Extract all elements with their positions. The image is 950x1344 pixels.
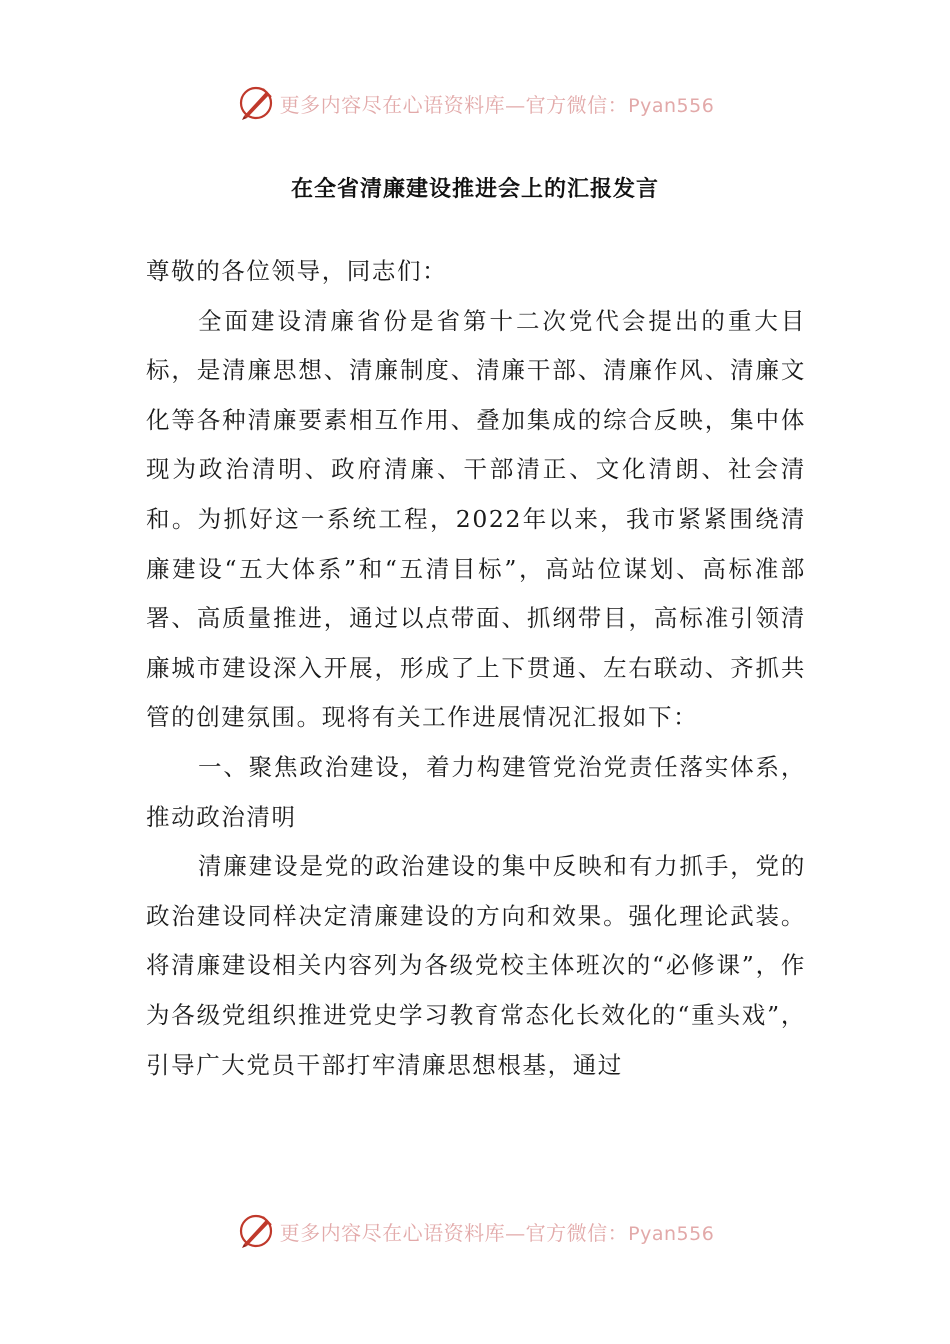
paragraph-section-1: 清廉建设是党的政治建设的集中反映和有力抓手，党的政治建设同样决定清廉建设的方向和效果。强化理论武装。将清廉建设相关内容列为各级党校主体班次的“必修课”，作为各级党组织推进党史学习教育常态化长效化的“重头戏”，引导广大党员干部打牢清廉思想根基，通过 [146,852,806,1079]
document-body [146,247,806,1090]
paragraph-intro: 全面建设清廉省份是省第十二次党代会提出的重大目标，是清廉思想、清廉制度、清廉干部、清廉作风、清廉文化等各种清廉要素相互作用、叠加集成的综合反映，集中体现为政治清明、政府清廉、干部清正、文化清朗、社会清和。为抓好这一系统工程，2022年以来，我市紧紧围绕清廉建设“五大体系”和“五清目标”，高站位谋划、高标准部署、高质量推进，通过以点带面、抓纲带目，高标准引领清廉城市建设深入开展，形成了上下贯通、左右联动、齐抓共管的创建氛围。现将有关工作进展情况汇报如下： [146,306,806,732]
watermark-banner-top [0,78,950,128]
wechat-id: Pyan556 [628,1222,715,1245]
quill-pen-logo-icon [236,83,276,123]
document-title: 在全省清廉建设推进会上的汇报发言 [290,177,659,202]
watermark-text: 更多内容尽在心语资料库—官方微信：Pyan556 [279,92,715,117]
section-heading-1: 一、聚焦政治建设，着力构建管党治党责任落实体系，推动政治清明 [146,752,806,831]
salutation: 尊敬的各位领导，同志们： [146,257,448,285]
watermark-text: 更多内容尽在心语资料库—官方微信：Pyan556 [279,1220,715,1245]
wechat-id: Pyan556 [628,94,715,117]
quill-pen-logo-icon [236,1211,276,1251]
watermark-banner-bottom [0,1206,950,1256]
